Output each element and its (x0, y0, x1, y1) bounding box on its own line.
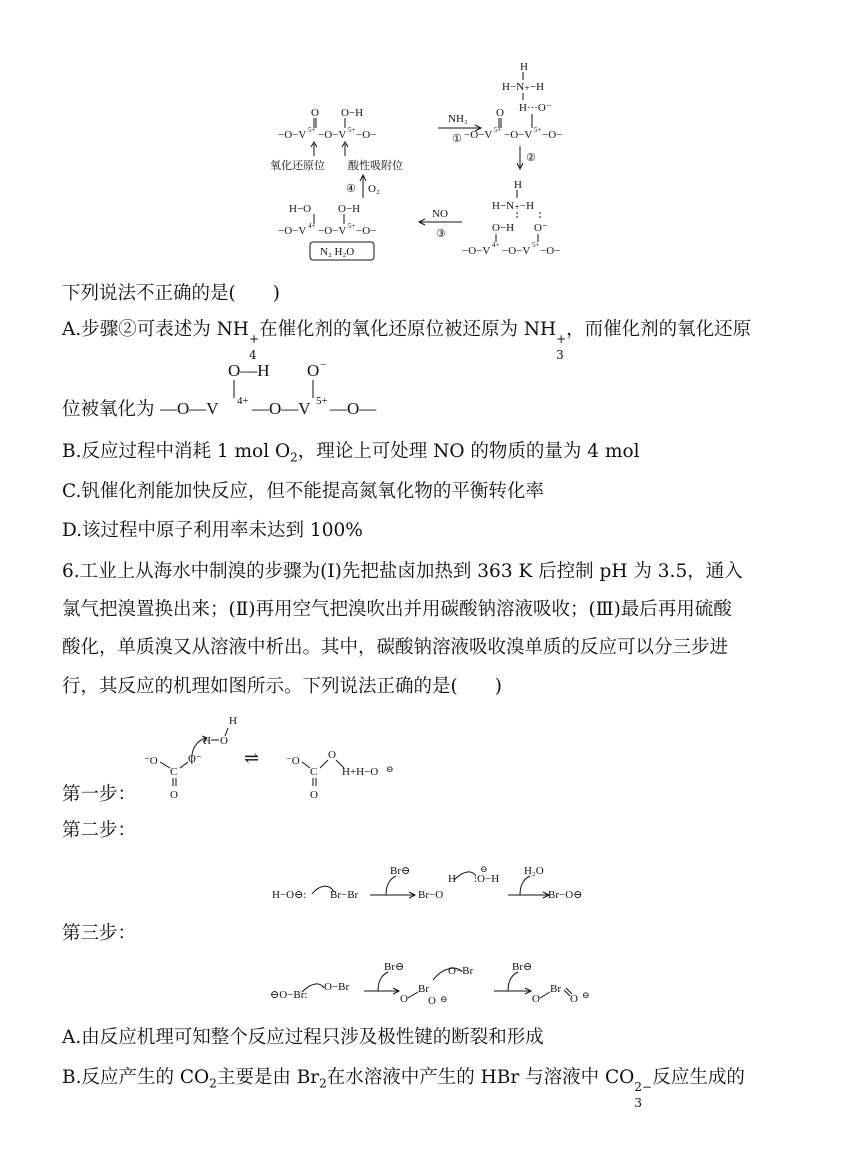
q5-a-text2: 在催化剂的氧化还原位被还原为 NH (258, 319, 557, 340)
s3-obr2: O−Br (324, 981, 350, 993)
tr-chain-mid: −O−V (504, 129, 533, 141)
s2-circ: ⊖ (480, 864, 488, 874)
label-redox-site: 氧化还原位 (270, 159, 325, 172)
s1-h-top: H (229, 715, 237, 727)
s1-h: H (203, 735, 211, 747)
tr-chain-right: −O− (542, 129, 563, 141)
s3-o-eq2: O (532, 993, 540, 1005)
no-label: NO (432, 208, 448, 220)
s1-equilibrium: ⇌ (244, 748, 260, 768)
q5-option-a-line2: 位被氧化为 (62, 399, 155, 420)
s2-h: H (448, 873, 456, 885)
s1-tail: H+H−O (342, 766, 379, 778)
q5-option-c: C.钒催化剂能加快反应，但不能提高氮氧化物的平衡转化率 (62, 481, 544, 502)
q5-option-d: D.该过程中原子利用率未达到 100% (62, 520, 363, 541)
q6-step3-mechanism (268, 958, 608, 1010)
step1-label: ① (452, 133, 462, 145)
s2-hoo: H−O⊖: (272, 889, 307, 901)
s3-br-released2: Br⊖ (512, 961, 533, 973)
q5-b-text1: B.反应过程中消耗 1 mol O (62, 441, 291, 462)
s3-o-ring: O (428, 995, 436, 1007)
nh3-label: NH₃ (448, 113, 468, 125)
q6-stem-line1: 6.工业上从海水中制溴的步骤为(Ⅰ)先把盐卤加热到 363 K 后控制 pH 为 3.5，通入 (62, 561, 743, 582)
mr-chain-left: −O−V (462, 245, 491, 257)
bl-ox2: 5+ (348, 222, 356, 230)
tl-chain-left: −O−V (278, 129, 307, 141)
mr-ox1: 4+ (492, 241, 500, 249)
s3-circ: ⊖ (440, 994, 448, 1004)
qa-chain1: —O—V (160, 399, 219, 418)
bl-chain-left: −O−V (278, 225, 307, 237)
s1-o-left: ⁻O (144, 755, 158, 767)
q6-step2-mechanism (268, 858, 608, 908)
step3-label: ③ (436, 228, 446, 240)
q6-step1-mechanism (140, 712, 400, 804)
q6-stem-line4: 行，其反应的机理如图所示。下列说法正确的是( ) (62, 676, 502, 697)
q6-stem-line3: 酸化，单质溴又从溶液中析出。其中，碳酸钠溶液吸收溴单质的反应可以分三步进 (62, 637, 729, 658)
s3-o3: O (570, 993, 578, 1005)
bl-chain-right: −O− (356, 225, 377, 237)
label-acid-site: 酸性吸附位 (348, 159, 403, 172)
q6-stem-line2: 氯气把溴置换出来；(Ⅱ)再用空气把溴吹出并用碳酸钠溶液吸收；(Ⅲ)最后再用硫酸 (62, 599, 732, 620)
q5-a-sup2: + (556, 332, 567, 346)
s3-o-eq: O (400, 993, 408, 1005)
mr-nhh: H−N₊−H (492, 200, 535, 212)
s1-c2: C (310, 766, 318, 778)
mr-chain-mid: −O−V (502, 245, 531, 257)
q6-b-text1: B.反应产生的 CO (62, 1067, 210, 1088)
q5-a-sub2: 3 (556, 348, 564, 362)
s2-br-released: Br⊖ (390, 865, 411, 877)
q6-b-sub1: 2 (209, 1076, 217, 1091)
tl-ox2: 5+ (348, 126, 356, 134)
tr-ox2: 5+ (534, 126, 542, 134)
tr-o: O (496, 107, 504, 119)
tl-chain-mid: −O−V (318, 129, 347, 141)
bl-chain-mid: −O−V (318, 225, 347, 237)
q5-a-text1: A.步骤②可表述为 NH (62, 319, 249, 340)
q6-option-a: A.由反应机理可知整个反应过程只涉及极性键的断裂和形成 (62, 1027, 544, 1048)
q6-step2-label: 第二步： (62, 820, 137, 841)
tr-h: H (520, 61, 528, 73)
q6-b-text2: 主要是由 Br (216, 1067, 320, 1088)
qa-ox1: 4+ (237, 395, 249, 407)
s3-circ2: ⊖ (582, 990, 590, 1000)
s2-brbr: Br−Br (330, 889, 359, 901)
s2-oh: :O−H (474, 873, 500, 885)
s1-o-water: O (220, 735, 228, 747)
tr-chain-left: −O−V (464, 129, 493, 141)
s2-bro: Br−O (418, 889, 444, 901)
q5-a-text3: ，而催化剂的氧化还原 (566, 319, 752, 340)
step2-label: ② (526, 152, 536, 164)
tr-nhh: H−N₊−H (502, 81, 545, 93)
tl-o: O (311, 107, 319, 119)
q6-step3-label: 第三步： (62, 923, 137, 944)
s3-obr: ⊖O−Br: (270, 989, 308, 1001)
qa-ox2: 5+ (316, 395, 328, 407)
q6-b-sup3: 2− (634, 1080, 653, 1094)
q5-stem: 下列说法不正确的是( ) (62, 283, 280, 304)
qa-o: O (307, 361, 320, 380)
s3-br-released1: Br⊖ (384, 961, 405, 973)
s1-c: C (170, 766, 178, 778)
mr-ominus: O⁻ (534, 222, 548, 234)
tl-oh: O−H (341, 107, 364, 119)
q5-b-text2: ，理论上可处理 NO 的物质的量为 4 mol (297, 441, 640, 462)
q5-a-sub1: 4 (248, 348, 257, 362)
q5-b-sub: 2 (290, 450, 298, 465)
tl-ox1: 5+ (308, 126, 316, 134)
s2-bro2: Br−O⊖ (548, 889, 583, 901)
q5-option-b (62, 440, 640, 470)
q6-b-sub3: 3 (634, 1096, 642, 1110)
bl-ox1: 4+ (308, 222, 316, 230)
mr-ox2: 5+ (532, 241, 540, 249)
vanadium-mechanism-diagram (270, 56, 600, 268)
s1-o-minus: O⁻ (188, 753, 202, 765)
q6-b-text3: 在水溶液中产生的 HBr 与溶液中 CO (326, 1067, 635, 1088)
s1-o-left2: ⁻O (286, 755, 300, 767)
s1-o-dbl: O (170, 789, 178, 801)
s3-br-center: Br (418, 983, 429, 995)
s1-o2: O (328, 749, 336, 761)
q6-option-b (62, 1066, 745, 1110)
o2-label: O₂ (368, 183, 380, 195)
qa-o-sup: − (320, 359, 327, 371)
q6-step1-label: 第一步： (62, 784, 137, 805)
s3-obr3: O−Br (448, 965, 474, 977)
qa-chain2: —O—V (252, 399, 311, 418)
q5-a-sup1: + (248, 332, 260, 346)
mr-h: H (514, 179, 522, 191)
mr-oh: O−H (492, 222, 515, 234)
step4-label: ④ (346, 183, 356, 195)
qa-oh: O—H (228, 361, 270, 380)
s1-o-dbl2: O (310, 789, 318, 801)
q5-a-structure (160, 356, 400, 428)
products-label: N₂ H₂O (320, 246, 355, 258)
q5-option-a-line1 (62, 318, 752, 362)
bl-oh: O−H (338, 203, 361, 215)
s2-h2o: H₂O (524, 865, 544, 877)
q6-b-sub2: 2 (319, 1076, 327, 1091)
mr-chain-right: −O− (540, 245, 561, 257)
tr-ox1: 5+ (494, 126, 502, 134)
qa-end: —O— (330, 399, 377, 418)
s1-circ: ⊖ (386, 764, 394, 774)
bl-ho: H−O (289, 203, 312, 215)
q6-b-text4: 反应生成的 (652, 1067, 745, 1088)
s3-br-final: Br (550, 983, 561, 995)
tr-hoo: H···O⁻ (519, 102, 552, 114)
tl-chain-right: −O− (356, 129, 377, 141)
